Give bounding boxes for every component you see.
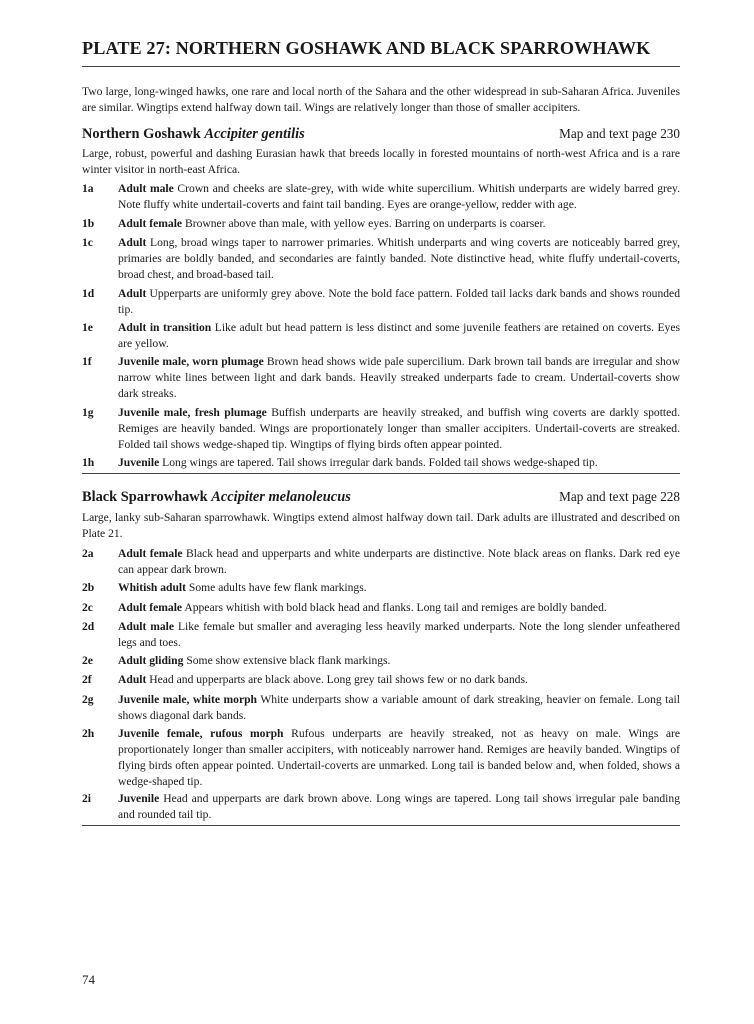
entry-text: Brown head shows wide pale supercilium. Dark brown tail bands are irregular and show narrow white lines between light and dark bands. Heavily streaked underparts fade to cream. Undertail-coverts show dark streaks.: [118, 355, 680, 400]
entry-text: Head and upperparts are black above. Long grey tail shows few or no dark bands.: [149, 673, 528, 686]
entry-text: Rufous underparts are heavily streaked, not as heavy on male. Wings are proportionately longer than smaller accipiters, with noticeably narrower hand. Remiges are heavily banded. Wingtips of flying birds often appear pointed. Undertail-coverts are unmarked. Long tail is banded below and, when folded, shows a wedge-shaped tip.: [118, 727, 681, 788]
entry-code: 1h: [82, 456, 95, 469]
entry-code: 2f: [82, 673, 92, 686]
entry-1h: [82, 455, 680, 471]
entry-code: 1b: [82, 217, 95, 230]
entry-label: Adult: [118, 236, 147, 249]
entry-1g: [82, 405, 680, 453]
entry-code: 2a: [82, 547, 94, 560]
entry-text: Long wings are tapered. Tail shows irregular dark bands. Folded tail shows wedge-shaped tip.: [162, 456, 598, 469]
plate-intro: Two large, long-winged hawks, one rare and local north of the Sahara and the other widespread in sub-Saharan Africa. Juveniles are similar. Wingtips extend halfway down tail. Wings are relatively longer than those of smaller accipiters.: [82, 85, 680, 114]
entry-label: Adult: [118, 287, 147, 300]
entry-code: 2b: [82, 581, 95, 594]
entry-1d: [82, 286, 680, 318]
entry-label: Juvenile male, white morph: [118, 693, 258, 706]
entry-2e: [82, 653, 680, 669]
entry-text: Upperparts are uniformly grey above. Note the bold face pattern. Folded tail lacks dark bands and shows rounded tip.: [118, 287, 680, 316]
entry-2c: [82, 600, 680, 616]
entry-1f: [82, 354, 680, 402]
goshawk-description: Large, robust, powerful and dashing Eurasian hawk that breeds locally in forested mountains of north-west Africa and is a rare winter visitor in north-east Africa.: [82, 147, 680, 176]
entry-text: Some adults have few flank markings.: [188, 581, 367, 594]
entry-label: Adult in transition: [118, 321, 212, 334]
entry-2f: [82, 672, 680, 688]
page-number: 74: [82, 972, 95, 987]
entry-code: 2i: [82, 792, 92, 805]
entry-text: Browner above than male, with yellow eyes. Barring on underparts is coarser.: [184, 217, 546, 230]
entry-text: Like female but smaller and averaging less heavily marked underparts. Note the long slender unfeathered legs and toes.: [118, 620, 681, 649]
entry-label: Adult male: [118, 620, 175, 633]
goshawk-scientific-name: Accipiter gentilis: [204, 126, 305, 142]
goshawk-page-ref: Map and text page 230: [559, 126, 680, 141]
entry-2g: [82, 692, 680, 724]
entry-code: 1d: [82, 287, 95, 300]
entry-code: 1f: [82, 355, 92, 368]
entry-text: White underparts show a variable amount of dark streaking, heavier on female. Long tail shows diagonal dark bands.: [118, 693, 680, 722]
entry-label: Adult: [118, 673, 147, 686]
entry-text: Black head and upperparts and white underparts are distinctive. Note black areas on flanks. Dark red eye can appear dark brown.: [118, 547, 681, 576]
entry-label: Adult female: [118, 601, 183, 614]
plate-title: PLATE 27: NORTHERN GOSHAWK AND BLACK SPARROWHAWK: [82, 38, 651, 58]
entry-label: Juvenile: [118, 456, 160, 469]
entry-code: 1c: [82, 236, 93, 249]
entry-code: 1a: [82, 182, 94, 195]
goshawk-header: [82, 126, 680, 143]
entry-2d: [82, 619, 680, 651]
entry-label: Juvenile female, rufous morph: [118, 727, 284, 740]
entry-1a: [82, 181, 680, 213]
entry-1b: [82, 216, 680, 232]
entry-label: Adult female: [118, 217, 183, 230]
sparrowhawk-name: [82, 489, 351, 506]
section-rule: [82, 473, 680, 474]
entry-text: Like adult but head pattern is less distinct and some juvenile feathers are retained on coverts. Eyes are yellow.: [118, 321, 680, 350]
entry-code: 2h: [82, 727, 95, 740]
sparrowhawk-page-ref: Map and text page 228: [559, 489, 680, 504]
entry-label: Whitish adult: [118, 581, 186, 594]
entry-code: 2e: [82, 654, 93, 667]
entry-1c: [82, 235, 680, 283]
entry-text: Buffish underparts are heavily streaked, and buffish wing coverts are darkly spotted. Remiges are heavily banded. Wings are proportionately longer than smaller accipiters. Undertail-coverts are streaked. Folded tail shows wedge-shaped tip. Wingtips of flying birds often appear pointed.: [118, 406, 680, 451]
sparrowhawk-common-name: Black Sparrowhawk: [82, 489, 208, 505]
entry-2a: [82, 546, 680, 578]
entry-text: Crown and cheeks are slate-grey, with wide white supercilium. Whitish underparts are widely barred grey. Note fluffy white undertail-coverts and faint tail banding. Eyes are orange-yellow, redder with age.: [118, 182, 680, 211]
entry-label: Adult male: [118, 182, 174, 195]
entry-label: Adult female: [118, 547, 183, 560]
sparrowhawk-header: [82, 489, 680, 506]
entry-text: Some show extensive black flank markings.: [186, 654, 391, 667]
entry-label: Adult gliding: [118, 654, 184, 667]
entry-code: 1e: [82, 321, 93, 334]
entry-1e: [82, 320, 680, 352]
goshawk-name: [82, 126, 305, 143]
title-rule: [82, 66, 680, 67]
entry-2h: [82, 726, 680, 790]
sparrowhawk-description: Large, lanky sub-Saharan sparrowhawk. Wingtips extend almost halfway down tail. Dark adults are illustrated and described on Plate 21.: [82, 511, 680, 540]
entry-code: 1g: [82, 406, 94, 419]
goshawk-common-name: Northern Goshawk: [82, 126, 201, 142]
entry-code: 2g: [82, 693, 94, 706]
bottom-rule: [82, 825, 680, 826]
entry-label: Juvenile male, worn plumage: [118, 355, 264, 368]
entry-text: Head and upperparts are dark brown above. Long wings are tapered. Long tail shows irregular pale banding and rounded tail tip.: [118, 792, 680, 821]
entry-code: 2d: [82, 620, 95, 633]
sparrowhawk-scientific-name: Accipiter melanoleucus: [211, 489, 351, 505]
entry-label: Juvenile: [118, 792, 160, 805]
entry-text: Long, broad wings taper to narrower primaries. Whitish underparts and wing coverts are noticeably barred grey, primaries are boldly banded, and secondaries are faintly banded. Note distinctive head, white fluffy undertail-coverts, broad chest, and broad-based tail.: [118, 236, 680, 281]
entry-label: Juvenile male, fresh plumage: [118, 406, 267, 419]
entry-text: Appears whitish with bold black head and flanks. Long tail and remiges are boldly banded.: [184, 601, 607, 614]
entry-code: 2c: [82, 601, 93, 614]
entry-2i: [82, 791, 680, 823]
entry-2b: [82, 580, 680, 596]
